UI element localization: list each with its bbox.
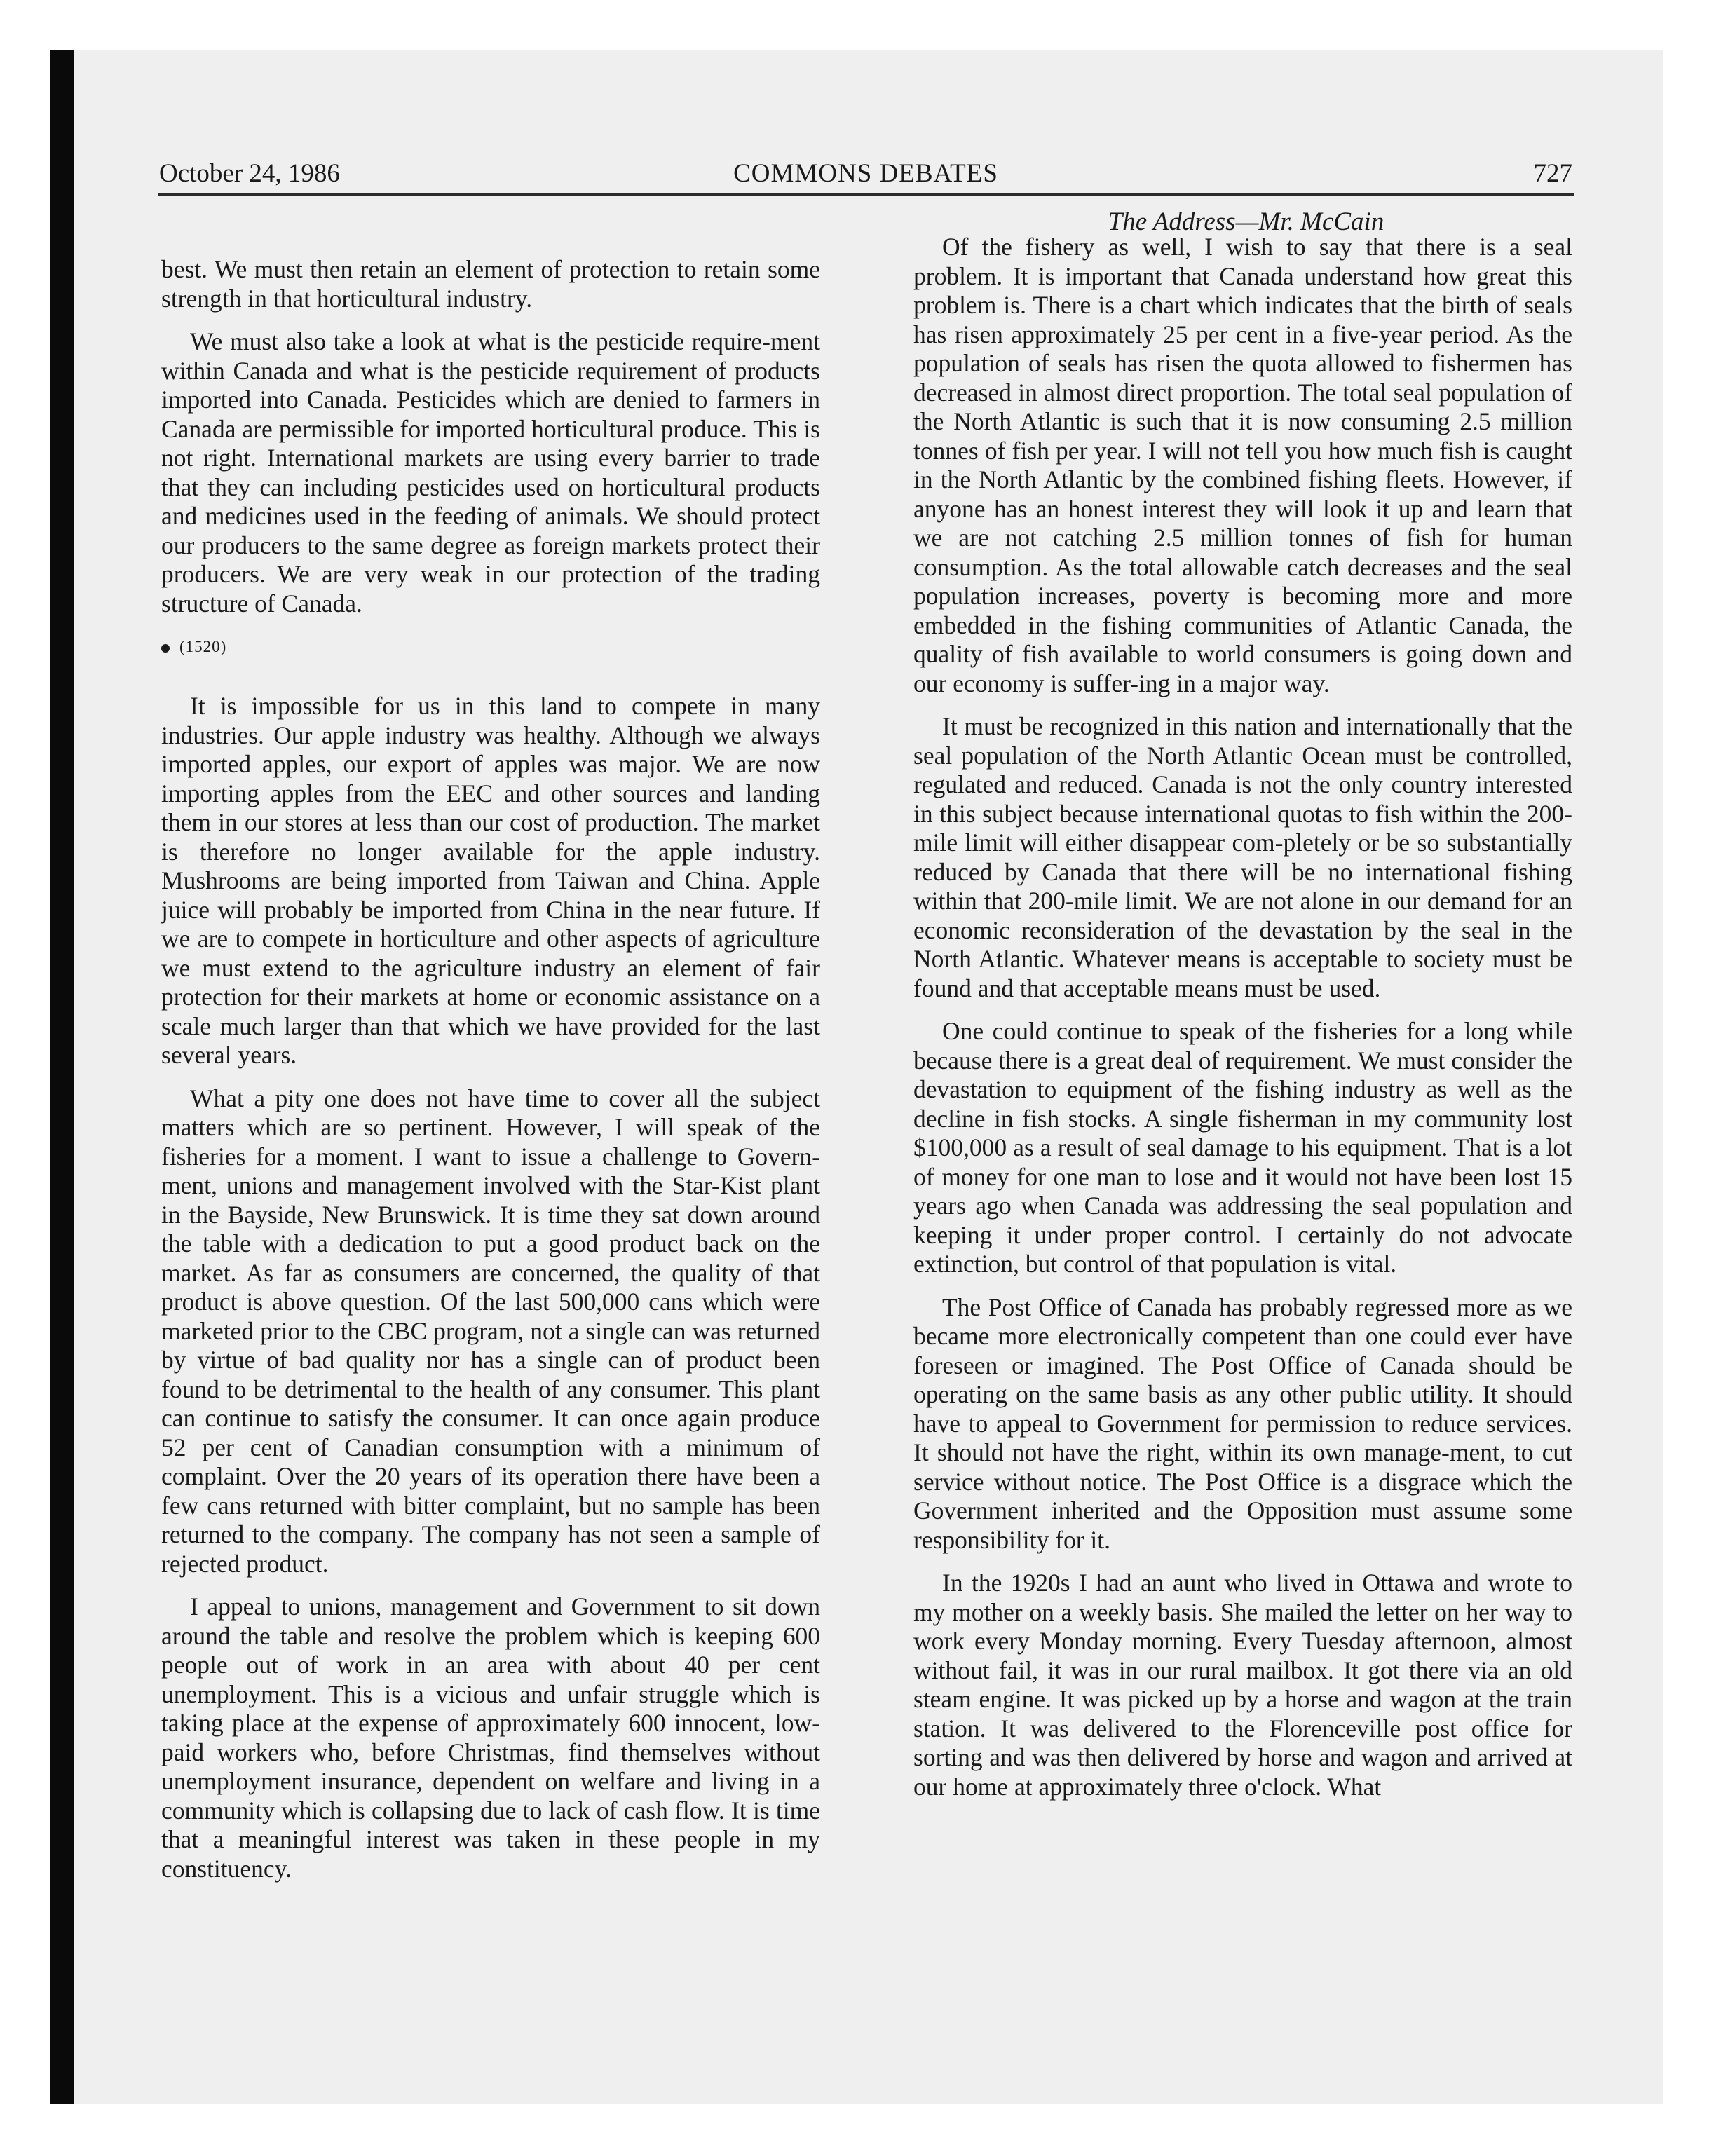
paragraph: What a pity one does not have time to cover all the subject matters which are so pertinent. However, I will speak of the fisheries for a moment. I want to issue a challenge to Govern-ment, unions and management involved with the Star-Kist plant in the Bayside, New Brunswick. It is time they sat down around the table with a dedication to put a good product back on the market. As far as consumers are concerned, the quality of that product is above question. Of the last 500,000 cans which were marketed prior to the CBC program, not a single can was returned by virtue of bad quality nor has a single can of product been found to be detrimental to the health of any consumer. This plant can continue to satisfy the consumer. It can once again produce 52 per cent of Canadian consumption with a minimum of complaint. Over the 20 years of its operation there have been a few cans returned with bitter complaint, but no sample has been returned to the company. The company has not seen a sample of rejected product. xyxy=(161,1084,820,1578)
header-page-number: 727 xyxy=(1533,159,1572,188)
document-page xyxy=(158,158,1574,1911)
section-heading: The Address—Mr. McCain xyxy=(1108,207,1384,236)
paragraph: best. We must then retain an element of protection to retain some strength in that horticultural industry. xyxy=(161,255,820,313)
paragraph: It must be recognized in this nation and internationally that the seal population of the North Atlantic Ocean must be controlled, regulated and reduced. Canada is not the only country interested in this subject because international quotas to fish within the 200-mile limit will either disappear com-pletely or be so substantially reduced by Canada that there will be no international fishing within that 200-mile limit. We are not alone in our demand for an economic reconsideration of the devastation by the seal in the North Atlantic. Whatever means is acceptable to society must be found and that acceptable means must be used. xyxy=(913,712,1572,1002)
bullet-icon xyxy=(161,644,170,653)
time-marker-text: (1520) xyxy=(179,638,227,655)
paragraph: In the 1920s I had an aunt who lived in Ottawa and wrote to my mother on a weekly basis. She mailed the letter on her way to work every Monday morning. Every Tuesday afternoon, almost without fail, it was in our rural mailbox. It got there via an old steam engine. It was picked up by a horse and wagon at the train station. It was delivered to the Florenceville post office for sorting and was then delivered by horse and wagon and arrived at our home at approximately three o'clock. What xyxy=(913,1569,1572,1801)
paragraph: It is impossible for us in this land to compete in many industries. Our apple industry was healthy. Although we always imported apples, our export of apples was major. We are now importing apples from the EEC and other sources and landing them in our stores at less than our cost of production. The market is therefore no longer available for the apple industry. Mushrooms are being imported from Taiwan and China. Apple juice will probably be imported from China in the near future. If we are to compete in horticulture and other aspects of agriculture we must extend to the agriculture industry an element of fair protection for their markets at home or economic assistance on a scale much larger than that which we have provided for the last several years. xyxy=(161,692,820,1069)
paragraph: One could continue to speak of the fisheries for a long while because there is a great deal of requirement. We must consider the devastation to equipment of the fishing industry as well as the decline in fish stocks. A single fisherman in my community lost $100,000 as a result of seal damage to his equipment. That is a lot of money for one man to lose and it would not have been lost 15 years ago when Canada was addressing the seal population and keeping it under proper control. I certainly do not advocate extinction, but control of that population is vital. xyxy=(913,1017,1572,1278)
paragraph: We must also take a look at what is the pesticide require-ment within Canada and what is the pesticide requirement of products imported into Canada. Pesticides which are denied to farmers in Canada are permissible for imported horticultural produce. This is not right. International markets are using every barrier to trade that they can including pesticides used on horticultural products and medicines used in the feeding of animals. We should protect our producers to the same degree as foreign markets protect their producers. We are very weak in our protection of the trading structure of Canada. xyxy=(161,327,820,618)
header-date: October 24, 1986 xyxy=(159,159,340,188)
paragraph: Of the fishery as well, I wish to say that there is a seal problem. It is important that Canada understand how great this problem is. There is a chart which indicates that the birth of seals has risen approximately 25 per cent in a five-year period. As the population of seals has risen the quota allowed to fishermen has decreased in almost direct proportion. The total seal population of the North Atlantic is such that it is now consuming 2.5 million tonnes of fish per year. I will not tell you how much fish is caught in the North Atlantic by the combined fishing fleets. However, if anyone has an honest interest they will look it up and learn that we are not catching 2.5 million tonnes of fish for human consumption. As the total allowable catch decreases and the seal population increases, poverty is becoming more and more embedded in the fishing communities of Atlantic Canada, the quality of fish available to world consumers is going down and our economy is suffer-ing in a major way. xyxy=(913,233,1572,697)
running-header xyxy=(158,158,1574,196)
paragraph: The Post Office of Canada has probably regressed more as we became more electronically competent than one could ever have foreseen or imagined. The Post Office of Canada should be operating on the same basis as any other public utility. It should have to appeal to Government for permission to reduce services. It should not have the right, within its own manage-ment, to cut service without notice. The Post Office is a disgrace which the Government inherited and the Opposition must assume some responsibility for it. xyxy=(913,1292,1572,1554)
left-column xyxy=(161,255,820,1897)
time-marker xyxy=(161,632,820,661)
paragraph: I appeal to unions, management and Government to sit down around the table and resolve the problem which is keeping 600 people out of work in an area with about 40 per cent unemployment. This is a vicious and unfair struggle which is taking place at the expense of approximately 600 innocent, low-paid workers who, before Christmas, find themselves without unemployment insurance, dependent on welfare and living in a community which is collapsing due to lack of cash flow. It is time that a meaningful interest was taken in these people in my constituency. xyxy=(161,1592,820,1883)
right-column xyxy=(913,233,1572,1815)
header-publication-title: COMMONS DEBATES xyxy=(733,159,998,188)
scan-binding-edge xyxy=(50,50,74,2104)
